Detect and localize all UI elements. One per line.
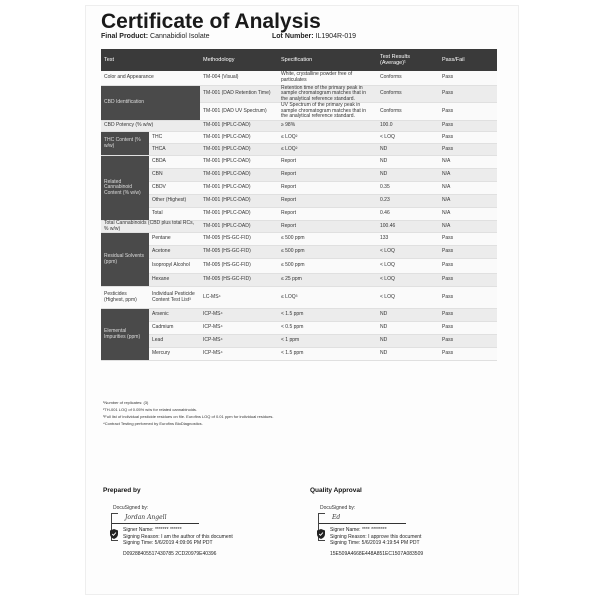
pf-cell: N/A <box>439 221 497 233</box>
col-header-methodology: Methodology <box>200 49 278 71</box>
pf-cell: Pass <box>439 121 497 132</box>
table-row <box>101 182 497 195</box>
result-cell: < LOQ <box>377 287 439 309</box>
result-cell: Conforms <box>377 103 439 121</box>
sub-test-cell: CBDA <box>149 156 200 169</box>
pf-cell: N/A <box>439 169 497 182</box>
pf-cell: Pass <box>439 274 497 287</box>
lot-number <box>272 33 356 40</box>
spec-cell: Report <box>278 195 377 208</box>
final-product <box>101 33 210 40</box>
test-group-cell: Elemental Impurities (ppm) <box>101 309 149 361</box>
pf-cell: Pass <box>439 71 497 85</box>
sub-test-cell: THC <box>149 132 200 144</box>
result-cell: 0.35 <box>377 182 439 195</box>
sub-test-cell: Other (Highest) <box>149 195 200 208</box>
method-cell: ICP-MS⁴ <box>200 348 278 361</box>
table-row <box>101 233 497 246</box>
sub-test-cell: Pentane <box>149 233 200 246</box>
pf-cell: Pass <box>439 335 497 348</box>
signing-time: Signing Time: 5/6/2019 4:09:06 PM PDT <box>123 540 213 546</box>
method-cell: LC-MS⁴ <box>200 287 278 309</box>
sub-test-cell: Hexane <box>149 274 200 287</box>
spec-cell: ≥ 98% <box>278 121 377 132</box>
sub-test-cell: Mercury <box>149 348 200 361</box>
pf-cell: N/A <box>439 182 497 195</box>
result-cell: 133 <box>377 233 439 246</box>
pf-cell: N/A <box>439 208 497 221</box>
table-row <box>101 195 497 208</box>
spec-cell: Report <box>278 182 377 195</box>
method-cell: TM-001 (HPLC-DAD) <box>200 169 278 182</box>
method-cell: TM-001 (DAD UV Spectrum) <box>200 103 278 121</box>
signature-id: 15E509A4668E448A851EC1507A083509 <box>330 550 424 557</box>
signature-line <box>111 523 199 524</box>
result-cell: 0.23 <box>377 195 439 208</box>
handwritten-signature: Jordan Angell <box>125 514 167 521</box>
result-cell: Conforms <box>377 85 439 103</box>
pf-cell: Pass <box>439 85 497 103</box>
shield-icon <box>110 529 118 539</box>
table-row <box>101 132 497 144</box>
table-row <box>101 259 497 274</box>
spec-cell: ≤ 25 ppm <box>278 274 377 287</box>
signing-reason: Signing Reason: I approve this document <box>330 533 422 540</box>
table-row <box>101 85 497 103</box>
table-row <box>101 274 497 287</box>
lot-number-label: Lot Number: <box>272 33 314 40</box>
method-cell: ICP-MS⁴ <box>200 309 278 322</box>
signer-name: Signer Name: ******* ****** <box>123 527 182 533</box>
result-cell: < LOQ <box>377 259 439 274</box>
pf-cell: Pass <box>439 246 497 259</box>
method-cell: TM-001 (DAD Retention Time) <box>200 85 278 103</box>
pf-cell: Pass <box>439 322 497 335</box>
test-group-cell: CBD Identification <box>101 85 200 121</box>
result-cell: < LOQ <box>377 246 439 259</box>
result-cell: ND <box>377 144 439 156</box>
signature-line <box>318 523 406 524</box>
document-title: Certificate of Analysis <box>101 10 321 33</box>
table-row <box>101 221 497 233</box>
method-cell: TM-001 (HPLC-DAD) <box>200 208 278 221</box>
method-cell: TM-005 (HS-GC-FID) <box>200 274 278 287</box>
spec-cell: ≤ 500 ppm <box>278 233 377 246</box>
lot-number-value: IL1904R-019 <box>315 33 357 40</box>
method-cell: TM-005 (HS-GC-FID) <box>200 246 278 259</box>
pf-cell: Pass <box>439 259 497 274</box>
table-row <box>101 208 497 221</box>
pf-cell: Pass <box>439 287 497 309</box>
pf-cell: Pass <box>439 233 497 246</box>
pf-cell: N/A <box>439 195 497 208</box>
docusigned-label: DocuSigned by: <box>113 505 149 511</box>
signature-heading: Prepared by <box>103 487 141 494</box>
spec-cell: ≤ LOQ² <box>278 144 377 156</box>
sub-test-cell: Isopropyl Alcohol <box>149 259 200 274</box>
signature-id: D09288405517430785 2CD20979E40396 <box>123 550 217 557</box>
test-group-cell: Related Cannabinoid Content (% w/w) <box>101 156 149 221</box>
sub-test-cell: THCA <box>149 144 200 156</box>
sub-test-cell: CBDV <box>149 182 200 195</box>
sub-test-cell: Cadmium <box>149 322 200 335</box>
method-cell: TM-005 (HS-GC-FID) <box>200 233 278 246</box>
result-cell: 100.0 <box>377 121 439 132</box>
method-cell: TM-001 (HPLC-DAD) <box>200 221 278 233</box>
footnotes <box>103 399 274 427</box>
pf-cell: Pass <box>439 103 497 121</box>
method-cell: TM-001 (HPLC-DAD) <box>200 182 278 195</box>
table-row <box>101 121 497 132</box>
test-group-cell: Total Cannabinoids (CBD plus total RCs, % w/w) <box>101 221 200 233</box>
handwritten-signature: Ed <box>332 514 341 521</box>
pf-cell: Pass <box>439 144 497 156</box>
spec-cell: < 0.5 ppm <box>278 322 377 335</box>
sub-test-cell: Individual Pesticide Content Test List³ <box>149 287 200 309</box>
signer-info <box>123 527 253 547</box>
col-header-test: Test <box>101 49 200 71</box>
table-header-row <box>101 49 497 71</box>
prepared-by-signature <box>103 487 253 557</box>
result-cell: ND <box>377 322 439 335</box>
final-product-value: Cannabidiol Isolate <box>150 33 210 40</box>
col-header-specification: Specification <box>278 49 377 71</box>
pf-cell: Pass <box>439 309 497 322</box>
footnote: ⁴Contract Testing performed by Eurofins BioDiagnostics. <box>103 421 203 426</box>
sub-test-cell: Total <box>149 208 200 221</box>
result-cell: 100.46 <box>377 221 439 233</box>
sub-test-cell: Arsenic <box>149 309 200 322</box>
spec-cell: ≤ 500 ppm <box>278 259 377 274</box>
signature-heading: Quality Approval <box>310 487 362 494</box>
result-cell: ND <box>377 156 439 169</box>
result-cell: < LOQ <box>377 274 439 287</box>
table-row <box>101 348 497 361</box>
table-row <box>101 156 497 169</box>
method-cell: TM-001 (HPLC-DAD) <box>200 121 278 132</box>
docusigned-label: DocuSigned by: <box>320 505 356 511</box>
result-cell: Conforms <box>377 71 439 85</box>
spec-cell: Retention time of the primary peak in sample chromatogram matches that in the analytical reference standard. <box>278 85 377 103</box>
result-cell: ND <box>377 309 439 322</box>
test-group-cell: Color and Appearance <box>101 71 200 85</box>
spec-cell: UV Spectrum of the primary peak in sample chromatogram matches that in the analytical reference standard. <box>278 103 377 121</box>
method-cell: TM-005 (HS-GC-FID) <box>200 259 278 274</box>
table-row <box>101 309 497 322</box>
method-cell: TM-001 (HPLC-DAD) <box>200 132 278 144</box>
table-row <box>101 144 497 156</box>
sub-test-cell: Acetone <box>149 246 200 259</box>
method-cell: TM-001 (HPLC-DAD) <box>200 144 278 156</box>
table-row <box>101 71 497 85</box>
signer-info <box>330 527 460 547</box>
test-group-cell: THC Content (% w/w) <box>101 132 149 156</box>
result-cell: 0.46 <box>377 208 439 221</box>
result-cell: < LOQ <box>377 132 439 144</box>
results-table <box>101 49 497 361</box>
spec-cell: Report <box>278 221 377 233</box>
method-cell: ICP-MS⁴ <box>200 335 278 348</box>
spec-cell: < 1.5 ppm <box>278 309 377 322</box>
quality-approval-signature <box>310 487 460 557</box>
table-row <box>101 169 497 182</box>
footnote: ²TH-001 LOQ of 0.05% w/w for related cannabinoids. <box>103 407 198 412</box>
result-cell: ND <box>377 348 439 361</box>
spec-cell: ≤ LOQ² <box>278 132 377 144</box>
footnote: ³Full list of individual pesticide residues on file. Eurofins LOQ of 0.01 ppm for individual residues. <box>103 414 274 419</box>
table-row <box>101 335 497 348</box>
signing-time: Signing Time: 5/6/2019 4:19:54 PM PDT <box>330 540 420 546</box>
pf-cell: N/A <box>439 156 497 169</box>
final-product-label: Final Product: <box>101 33 149 40</box>
test-group-cell: Residual Solvents (ppm) <box>101 233 149 287</box>
method-cell: TM-001 (HPLC-DAD) <box>200 156 278 169</box>
shield-icon <box>317 529 325 539</box>
table-row <box>101 246 497 259</box>
table-row <box>101 322 497 335</box>
footnote: ¹Number of replicates: (3) <box>103 400 149 405</box>
sub-test-cell: CBN <box>149 169 200 182</box>
spec-cell: ≤ LOQ³ <box>278 287 377 309</box>
result-cell: ND <box>377 335 439 348</box>
spec-cell: < 1.5 ppm <box>278 348 377 361</box>
spec-cell: Report <box>278 169 377 182</box>
spec-cell: < 1 ppm <box>278 335 377 348</box>
pf-cell: Pass <box>439 132 497 144</box>
test-group-cell: Pesticides (Highest, ppm) <box>101 287 149 309</box>
result-cell: ND <box>377 169 439 182</box>
method-cell: TM-004 (Visual) <box>200 71 278 85</box>
table-row <box>101 287 497 309</box>
method-cell: TM-001 (HPLC-DAD) <box>200 195 278 208</box>
test-group-cell: CBD Potency (% w/w) <box>101 121 200 132</box>
col-header-results: Test Results (Average)¹ <box>377 49 439 71</box>
signer-name: Signer Name: **** ******** <box>330 527 387 533</box>
pf-cell: Pass <box>439 348 497 361</box>
spec-cell: Report <box>278 156 377 169</box>
spec-cell: White, crystalline powder free of particulates <box>278 71 377 85</box>
spec-cell: Report <box>278 208 377 221</box>
signing-reason: Signing Reason: I am the author of this document <box>123 533 233 540</box>
spec-cell: ≤ 500 ppm <box>278 246 377 259</box>
col-header-pass-fail: Pass/Fail <box>439 49 497 71</box>
sub-test-cell: Lead <box>149 335 200 348</box>
method-cell: ICP-MS⁴ <box>200 322 278 335</box>
